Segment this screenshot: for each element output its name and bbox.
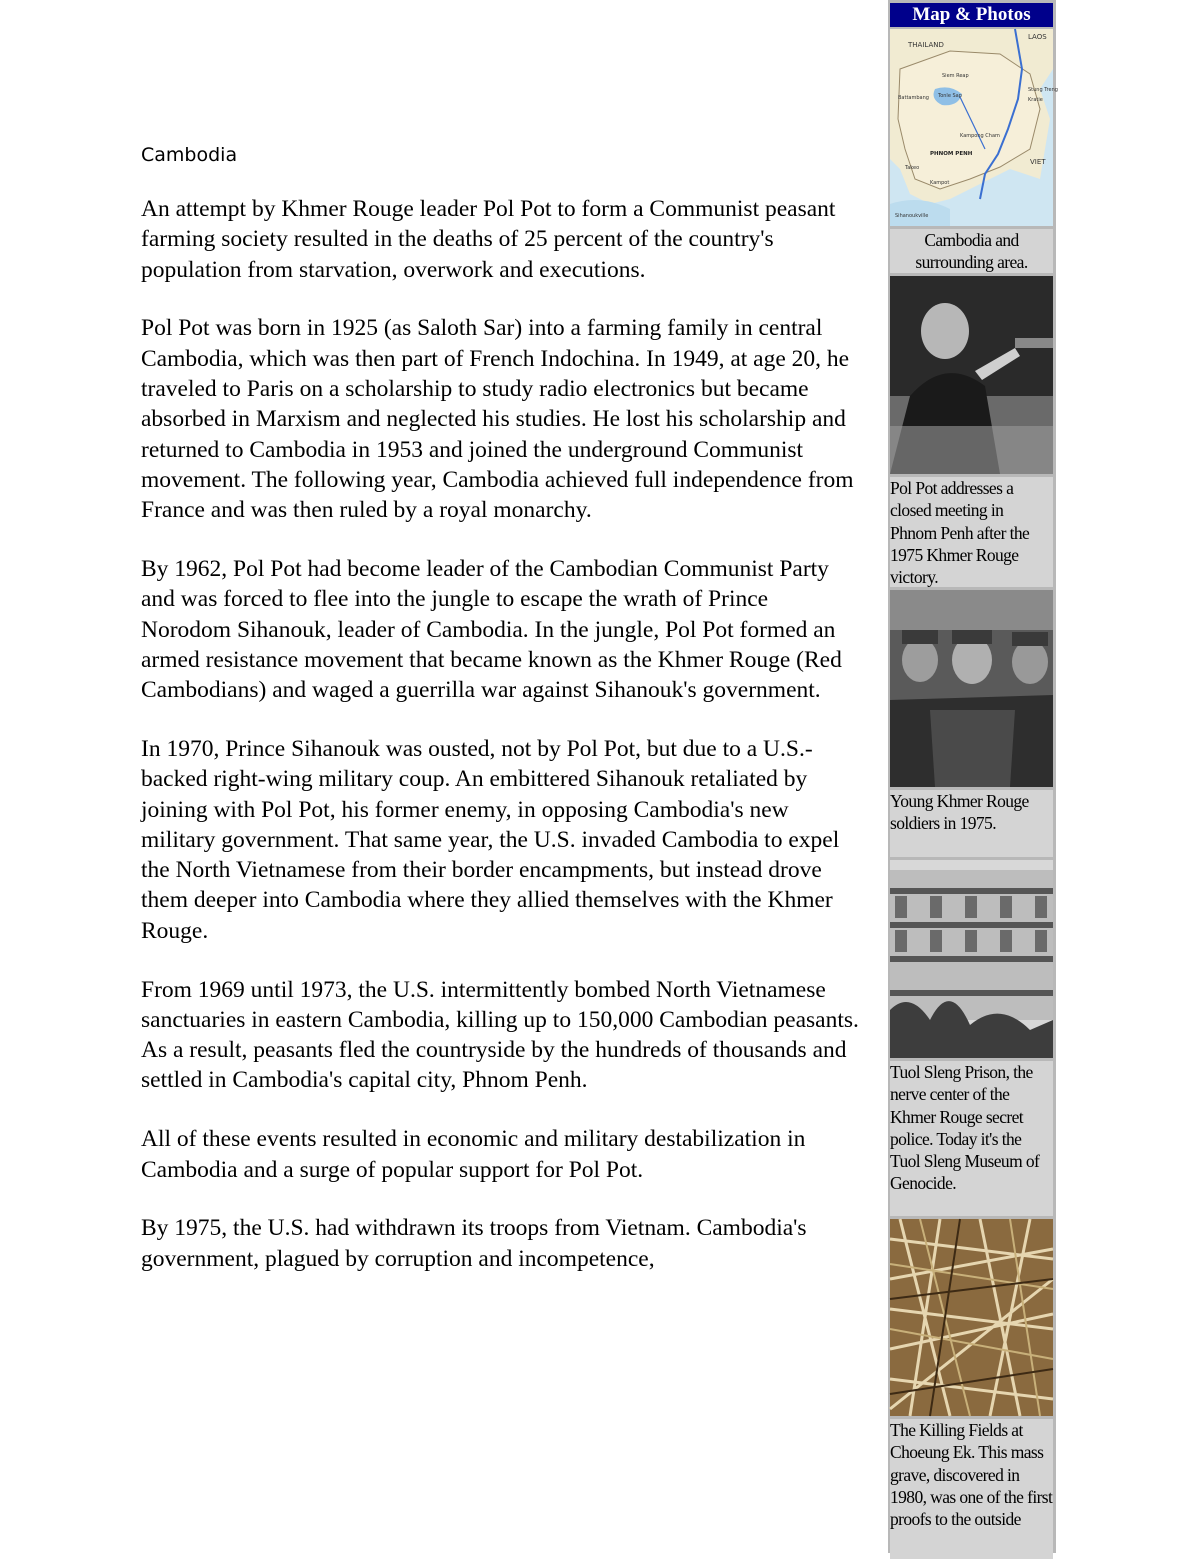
sidebar-header: Map & Photos: [890, 3, 1053, 27]
map-label-kampot: Kampot: [930, 180, 950, 186]
map-label-thailand: THAILAND: [908, 41, 944, 49]
article-paragraph-4: In 1970, Prince Sihanouk was ousted, not by Pol Pot, but due to a U.S.-backed right-wing military coup. An embittered Sihanouk retaliated by joining with Pol Pot, his former enemy, in opposing Cambodia's new military government. That same year, the U.S. invaded Cambodia to expel the North Vietnamese from their border encampments, but instead drove them deeper into Cambodia where they allied themselves with the Khmer Rouge.: [141, 735, 840, 944]
article-title: Cambodia: [141, 144, 238, 166]
killing-fields-photo[interactable]: [890, 1219, 1053, 1416]
map-label-kratie: Kratie: [1028, 97, 1043, 103]
soldiers-photo-graphic: [890, 590, 1053, 787]
pol-pot-photo[interactable]: [890, 276, 1053, 474]
map-label-phnom-penh: PHNOM PENH: [930, 151, 973, 157]
map-label-siem-reap: Siem Reap: [942, 73, 969, 79]
article-paragraph-6: All of these events resulted in economic and military destabilization in Cambodia and a surge of popular support for Pol Pot.: [141, 1126, 806, 1183]
cambodia-map-image[interactable]: [890, 29, 1058, 226]
killing-fields-photo-graphic: [890, 1219, 1053, 1416]
article-paragraph-3: By 1962, Pol Pot had become leader of the Cambodian Communist Party and was forced to flee into the jungle to escape the wrath of Prince Norodom Sihanouk, leader of Cambodia. In the jungle, Pol Pot formed an armed resistance movement that became known as the Khmer Rouge (Red Cambodians) and waged a guerrilla war against Sihanouk's government.: [141, 555, 842, 704]
article-paragraph-1: An attempt by Khmer Rouge leader Pol Pot to form a Communist peasant farming society resulted in the deaths of 25 percent of the country's population from starvation, overwork and executions.: [141, 196, 836, 283]
map-label-battambang: Battambang: [898, 95, 929, 101]
soldiers-photo[interactable]: [890, 590, 1053, 787]
map-caption-text: Cambodia and surrounding area.: [915, 230, 1028, 273]
map-label-tonle-sap: Tonle Sap: [938, 93, 962, 99]
map-caption: [890, 229, 1053, 273]
pol-pot-photo-graphic: [890, 276, 1053, 474]
map-label-takeo: Takeo: [905, 165, 920, 171]
map-graphic: [890, 29, 1058, 226]
tuol-sleng-caption: [890, 1061, 1053, 1216]
killing-fields-caption: [890, 1419, 1053, 1559]
pol-pot-caption-text: Pol Pot addresses a closed meeting in Phnom Penh after the 1975 Khmer Rouge victory.: [890, 478, 1030, 588]
map-label-viet: VIET: [1030, 158, 1046, 166]
soldiers-caption: [890, 790, 1053, 857]
article-paragraph-7: By 1975, the U.S. had withdrawn its troops from Vietnam. Cambodia's government, plagued by corruption and incompetence,: [141, 1215, 807, 1272]
map-label-kampong-cham: Kampong Cham: [960, 133, 1000, 139]
article-paragraph-5: From 1969 until 1973, the U.S. intermittently bombed North Vietnamese sanctuaries in eastern Cambodia, killing up to 150,000 Cambodian peasants. As a result, peasants fled the countryside by the hundreds of thousands and settled in Cambodia's capital city, Phnom Penh.: [141, 976, 859, 1094]
article-paragraph-2: Pol Pot was born in 1925 (as Saloth Sar) into a farming family in central Cambodia, which was then part of French Indochina. In 1949, at age 20, he traveled to Paris on a scholarship to study radio electronics but became absorbed in Marxism and neglected his studies. He lost his scholarship and returned to Cambodia in 1953 and joined the underground Communist movement. The following year, Cambodia achieved full independence from France and was then ruled by a royal monarchy.: [141, 315, 854, 524]
pol-pot-caption: [890, 477, 1053, 587]
map-label-stung-treng: Stung Treng: [1028, 87, 1058, 93]
photo-sidebar: [888, 0, 1056, 1553]
killing-fields-caption-text: The Killing Fields at Choeung Ek. This mass grave, discovered in 1980, was one of the first proofs to the outside: [890, 1420, 1053, 1530]
tuol-sleng-photo-graphic: [890, 860, 1053, 1058]
map-label-laos: LAOS: [1028, 33, 1047, 41]
tuol-sleng-caption-text: Tuol Sleng Prison, the nerve center of the Khmer Rouge secret police. Today it's the Tuol Sleng Museum of Genocide.: [890, 1062, 1040, 1194]
soldiers-caption-text: Young Khmer Rouge soldiers in 1975.: [890, 791, 1029, 834]
map-label-sihanoukville: Sihanoukville: [895, 213, 929, 219]
main-article: [141, 142, 861, 1302]
tuol-sleng-photo[interactable]: [890, 860, 1053, 1058]
